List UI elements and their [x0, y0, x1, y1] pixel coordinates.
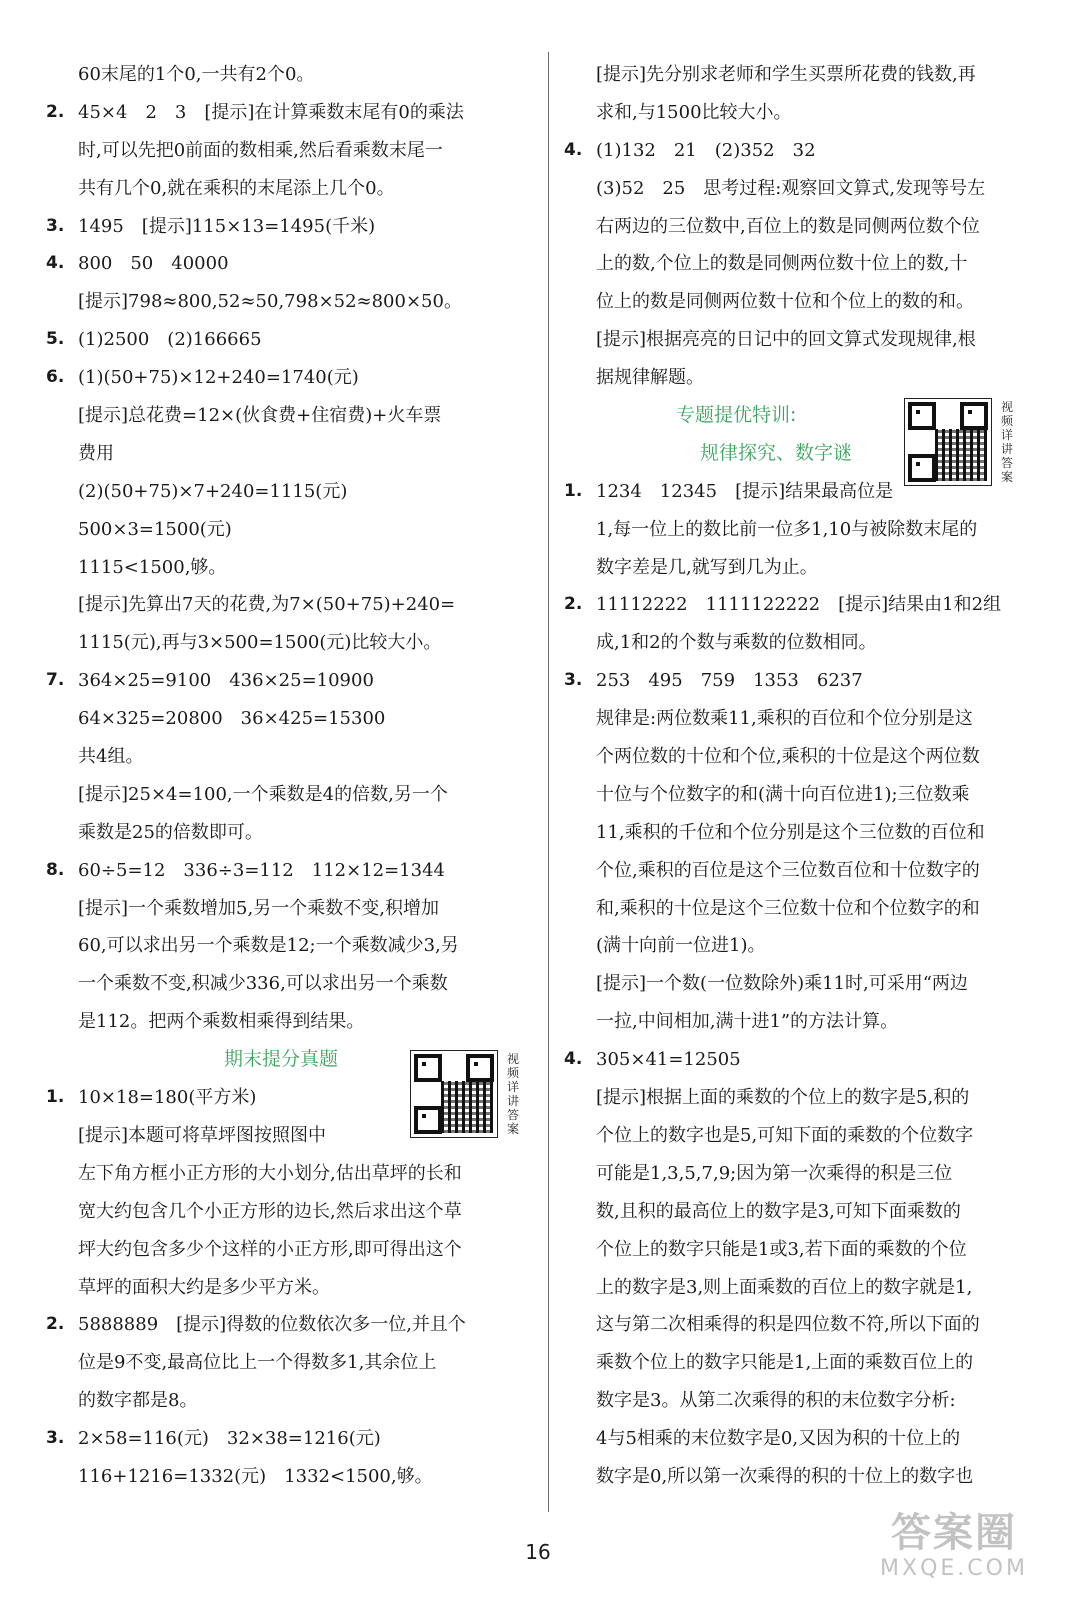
- qr-pattern: [441, 1081, 493, 1133]
- text-line: 10×18=180(平方米): [78, 1087, 257, 1109]
- text-line: 共4组。: [78, 746, 144, 768]
- answer-item-2: [564, 586, 1040, 624]
- text-line: 据规律解题。: [596, 367, 704, 389]
- text-line: 364×25=9100 436×25=10900: [78, 670, 374, 692]
- qr-finder-icon: [908, 454, 936, 482]
- text-line: 位是9不变,最高位比上一个得数多1,其余位上: [78, 1352, 437, 1374]
- text-line: 个两位数的十位和个位,乘积的十位是这个两位数: [596, 746, 980, 768]
- text-line: 1115<1500,够。: [78, 556, 227, 578]
- text-line: 数字差是几,就写到几为止。: [596, 556, 818, 578]
- qr-finder-icon: [908, 402, 936, 430]
- answer-item-7: [46, 662, 538, 700]
- right-column: [564, 56, 1040, 1496]
- answer-item-3: [46, 1420, 538, 1458]
- page-number: 16: [525, 1540, 551, 1564]
- text-line: 数,且积的最高位上的数字是3,可知下面乘数的: [596, 1200, 961, 1222]
- text-line: [提示]一个数(一位数除外)乘11时,可采用“两边: [596, 973, 968, 995]
- item-number: 4.: [46, 253, 65, 274]
- left-column: [46, 56, 538, 1496]
- text-line: 305×41=12505: [596, 1049, 741, 1071]
- column-divider: [548, 52, 549, 1512]
- qr-label: 视频详讲答案: [1000, 400, 1013, 484]
- qr-finder-icon: [960, 402, 988, 430]
- answer-item-3: [46, 208, 538, 246]
- text-line: 45×4 2 3 [提示]在计算乘数末尾有0的乘法: [78, 101, 464, 123]
- text-line: (1)(50+75)×12+240=1740(元): [78, 367, 359, 389]
- text-line: 个位上的数字也是5,可知下面的乘数的个位数字: [596, 1124, 974, 1146]
- text-line: 数字是0,所以第一次乘得的积的十位上的数字也: [596, 1465, 974, 1487]
- text-line: 和,乘积的十位是这个三位数十位和个位数字的和: [596, 897, 980, 919]
- text-line: 一拉,中间相加,满十进1”的方法计算。: [596, 1011, 899, 1033]
- item-number: 4.: [564, 139, 583, 160]
- text-line: 坪大约包含多少个这样的小正方形,即可得出这个: [78, 1238, 462, 1260]
- item-number: 2.: [564, 594, 583, 615]
- text-line: [提示]798≈800,52≈50,798×52≈800×50。: [78, 291, 462, 313]
- answer-item-5: [46, 321, 538, 359]
- text-line: (3)52 25 思考过程:观察回文算式,发现等号左: [596, 177, 986, 199]
- section-heading: 期末提分真题: [224, 1048, 339, 1071]
- text-line: 5888889 [提示]得数的位数依次多一位,并且个: [78, 1314, 466, 1336]
- answer-item-4: [564, 1041, 1040, 1079]
- text-line: 可能是1,3,5,7,9;因为第一次乘得的积是三位: [596, 1162, 953, 1184]
- qr-label: 视频详讲答案: [506, 1052, 519, 1136]
- item-number: 5.: [46, 329, 65, 350]
- item-number: 8.: [46, 859, 65, 880]
- answer-item-2: [46, 94, 538, 132]
- text-line: 这与第二次相乘得的积是四位数不符,所以下面的: [596, 1314, 980, 1336]
- text-line: 乘数个位上的数字只能是1,上面的乘数百位上的: [596, 1352, 974, 1374]
- answer-item-3: [564, 662, 1040, 700]
- item-number: 2.: [46, 1314, 65, 1335]
- text-line: 800 50 40000: [78, 253, 229, 275]
- text-line: 求和,与1500比较大小。: [596, 101, 792, 123]
- text-line: 116+1216=1332(元) 1332<1500,够。: [78, 1465, 433, 1487]
- item-number: 7.: [46, 670, 65, 691]
- text-line: [提示]先分别求老师和学生买票所花费的钱数,再: [596, 64, 976, 85]
- text-line: (2)(50+75)×7+240=1115(元): [78, 480, 348, 502]
- item-number: 2.: [46, 101, 65, 122]
- text-line: 60÷5=12 336÷3=112 112×12=1344: [78, 859, 445, 881]
- text-line: [提示]先算出7天的花费,为7×(50+75)+240=: [78, 594, 456, 616]
- answer-item-4: [46, 245, 538, 283]
- watermark-title: 答案圈: [891, 1510, 1017, 1556]
- text-line: 上的数字是3,则上面乘数的百位上的数字就是1,: [596, 1276, 973, 1298]
- text-line: 11,乘积的千位和个位分别是这个三位数的百位和: [596, 821, 985, 843]
- answer-item-2: [46, 1306, 538, 1344]
- text-line: 11112222 1111122222 [提示]结果由1和2组: [596, 594, 1002, 616]
- text-line: 253 495 759 1353 6237: [596, 670, 863, 692]
- text-line: 费用: [78, 442, 114, 464]
- item-number: 3.: [564, 670, 583, 691]
- text-line: 时,可以先把0前面的数相乘,然后看乘数末尾一: [78, 139, 443, 161]
- text-line: 数字是3。从第二次乘得的积的末位数字分析:: [596, 1390, 956, 1412]
- text-line: 共有几个0,就在乘积的末尾添上几个0。: [78, 177, 395, 199]
- section-subheading: 规律探究、数字谜: [700, 441, 853, 464]
- text-line: (满十向前一位进1)。: [596, 935, 766, 957]
- answer-item-8: [46, 852, 538, 890]
- qr-code-icon[interactable]: [904, 398, 992, 486]
- watermark-logo: [854, 1510, 1054, 1590]
- text-line: 64×325=20800 36×425=15300: [78, 708, 386, 730]
- qr-pattern: [935, 429, 987, 481]
- text-line: [提示]根据亮亮的日记中的回文算式发现规律,根: [596, 329, 976, 351]
- text-line: 60,可以求出另一个乘数是12;一个乘数减少3,另: [78, 935, 459, 957]
- text-line: 右两边的三位数中,百位上的数是同侧两位数个位: [596, 215, 980, 237]
- text-line: (1)2500 (2)166665: [78, 329, 262, 351]
- item-number: 4.: [564, 1049, 583, 1070]
- item-number: 6.: [46, 367, 65, 388]
- text-line: 乘数是25的倍数即可。: [78, 821, 263, 843]
- item-number: 3.: [46, 1428, 65, 1449]
- text-line: [提示]本题可将草坪图按照图中: [78, 1124, 327, 1146]
- section-heading: 专题提优特训:: [676, 404, 797, 427]
- text-line: 规律是:两位数乘11,乘积的百位和个位分别是这: [596, 708, 973, 730]
- watermark-url: MXQE.COM: [880, 1556, 1028, 1581]
- item-number: 3.: [46, 215, 65, 236]
- text-line: [提示]总花费=12×(伙食费+住宿费)+火车票: [78, 405, 442, 427]
- text-line: 4与5相乘的末位数字是0,又因为积的十位上的: [596, 1428, 961, 1450]
- text-line: 1,每一位上的数比前一位多1,10与被除数末尾的: [596, 518, 978, 540]
- text-line: 成,1和2的个数与乘数的位数相同。: [596, 632, 877, 654]
- qr-finder-icon: [466, 1054, 494, 1082]
- answer-item-4: [564, 132, 1040, 170]
- text-line: 的数字都是8。: [78, 1390, 198, 1412]
- text-line: [提示]25×4=100,一个乘数是4的倍数,另一个: [78, 783, 448, 805]
- text-line: 一个乘数不变,积减少336,可以求出另一个乘数: [78, 973, 448, 995]
- text-line: (1)132 21 (2)352 32: [596, 139, 816, 161]
- text-line: 1115(元),再与3×500=1500(元)比较大小。: [78, 632, 442, 654]
- text-line: 个位上的数字只能是1或3,若下面的乘数的个位: [596, 1238, 967, 1260]
- text-line: 十位与个位数字的和(满十向百位进1);三位数乘: [596, 783, 970, 805]
- qr-finder-icon: [414, 1106, 442, 1134]
- text-line: 宽大约包含几个小正方形的边长,然后求出这个草: [78, 1200, 462, 1222]
- text-line: 2×58=116(元) 32×38=1216(元): [78, 1428, 381, 1450]
- qr-finder-icon: [414, 1054, 442, 1082]
- qr-code-icon[interactable]: [410, 1050, 498, 1138]
- text-line: 位上的数是同侧两位数十位和个位上的数的和。: [596, 291, 974, 313]
- text-line: 个位,乘积的百位是这个三位数百位和十位数字的: [596, 859, 980, 881]
- text-line: 500×3=1500(元): [78, 518, 232, 540]
- answer-item-6: [46, 359, 538, 397]
- item-number: 1.: [46, 1087, 65, 1108]
- text-line: 草坪的面积大约是多少平方米。: [78, 1276, 330, 1298]
- text-line: 左下角方框小正方形的大小划分,估出草坪的长和: [78, 1162, 462, 1184]
- text-line: 上的数,个位上的数是同侧两位数十位上的数,十: [596, 253, 968, 275]
- text-line: 1234 12345 [提示]结果最高位是: [596, 480, 894, 502]
- text-line: 1495 [提示]115×13=1495(千米): [78, 215, 376, 237]
- text-line: 60末尾的1个0,一共有2个0。: [78, 64, 315, 85]
- text-line: [提示]根据上面的乘数的个位上的数字是5,积的: [596, 1087, 970, 1109]
- text-line: [提示]一个乘数增加5,另一个乘数不变,积增加: [78, 897, 439, 919]
- item-number: 1.: [564, 480, 583, 501]
- text-line: 是112。把两个乘数相乘得到结果。: [78, 1011, 365, 1033]
